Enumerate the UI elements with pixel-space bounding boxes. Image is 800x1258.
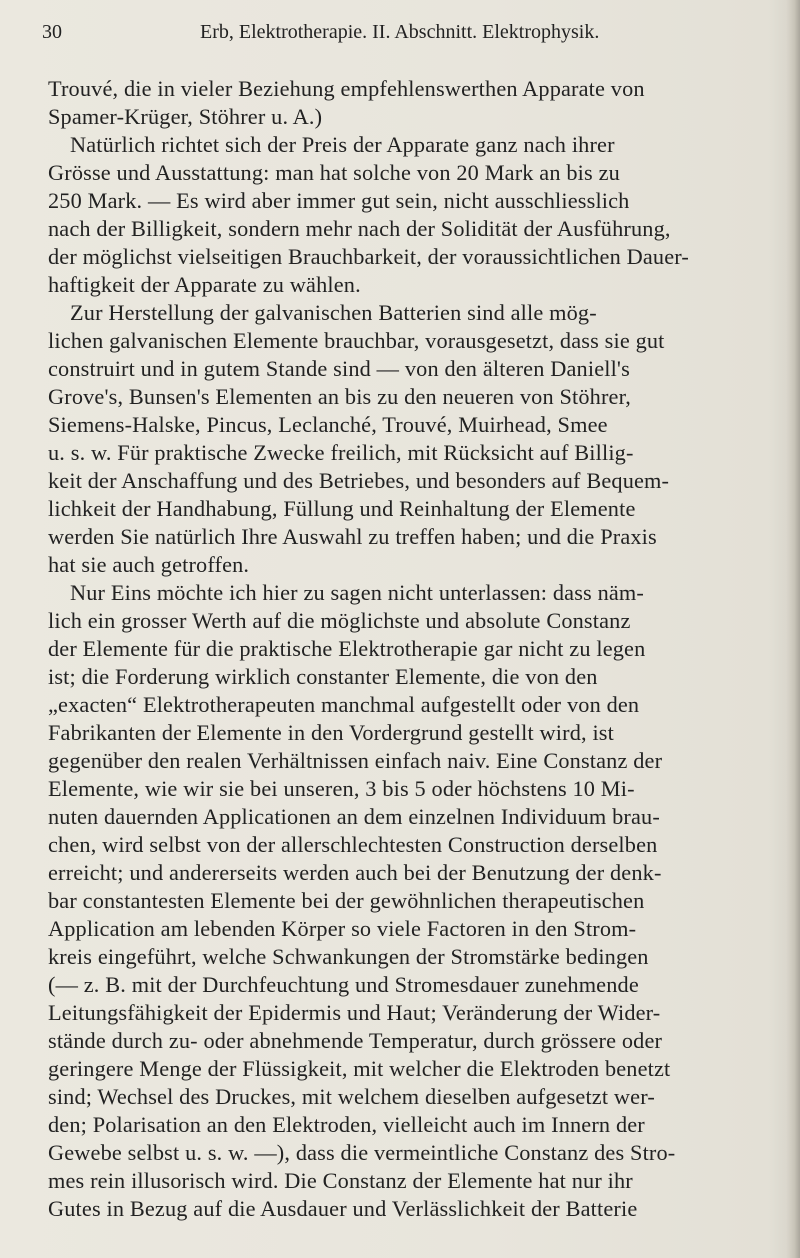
page-number: 30 (42, 21, 62, 43)
text-line: chen, wird selbst von der allerschlechtesten Construction derselben (48, 832, 658, 857)
text-line: Spamer-Krüger, Stöhrer u. A.) (48, 104, 323, 129)
text-line: werden Sie natürlich Ihre Auswahl zu treffen haben; und die Praxis (48, 524, 657, 549)
running-head (40, 16, 780, 48)
paragraph (48, 75, 772, 131)
text-line: Grösse und Ausstattung: man hat solche von 20 Mark an bis zu (48, 160, 620, 185)
text-line: geringere Menge der Flüssigkeit, mit welcher die Elektroden benetzt (48, 1056, 671, 1081)
text-line: 250 Mark. — Es wird aber immer gut sein, nicht ausschliesslich (48, 188, 630, 213)
text-line: lichen galvanischen Elemente brauchbar, vorausgesetzt, dass sie gut (48, 328, 665, 353)
page-edge-shadow (786, 0, 800, 1258)
paragraph (48, 131, 772, 299)
text-line: u. s. w. Für praktische Zwecke freilich, mit Rücksicht auf Billig- (48, 440, 634, 465)
text-line: lich ein grosser Werth auf die möglichste und absolute Constanz (48, 608, 631, 633)
text-line: mes rein illusorisch wird. Die Constanz der Elemente hat nur ihr (48, 1168, 633, 1193)
text-line: kreis eingeführt, welche Schwankungen der Stromstärke bedingen (48, 944, 649, 969)
text-line: haftigkeit der Apparate zu wählen. (48, 272, 361, 297)
text-line: (— z. B. mit der Durchfeuchtung und Stromesdauer zunehmende (48, 972, 639, 997)
text-line: Grove's, Bunsen's Elementen an bis zu den neueren von Stöhrer, (48, 384, 632, 409)
text-line: Zur Herstellung der galvanischen Batterien sind alle mög- (70, 300, 597, 325)
text-line: „exacten“ Elektrotherapeuten manchmal aufgestellt oder von den (48, 692, 640, 717)
text-line: Leitungsfähigkeit der Epidermis und Haut; Veränderung der Wider- (48, 1000, 661, 1025)
text-line: der möglichst vielseitigen Brauchbarkeit, der voraussichtlichen Dauer- (48, 244, 689, 269)
text-line: bar constantesten Elemente bei der gewöhnlichen therapeutischen (48, 888, 645, 913)
text-line: sind; Wechsel des Druckes, mit welchem dieselben aufgesetzt wer- (48, 1084, 655, 1109)
text-line: den; Polarisation an den Elektroden, vielleicht auch im Innern der (48, 1112, 645, 1137)
paragraph (48, 579, 772, 1223)
text-line: keit der Anschaffung und des Betriebes, und besonders auf Bequem- (48, 468, 670, 493)
paragraph (48, 299, 772, 579)
text-line: Siemens-Halske, Pincus, Leclanché, Trouvé, Muirhead, Smee (48, 412, 608, 437)
text-line: ist; die Forderung wirklich constanter Elemente, die von den (48, 664, 598, 689)
text-line: nach der Billigkeit, sondern mehr nach der Solidität der Ausführung, (48, 216, 671, 241)
text-line: lichkeit der Handhabung, Füllung und Reinhaltung der Elemente (48, 496, 636, 521)
text-line: hat sie auch getroffen. (48, 552, 250, 577)
text-line: der Elemente für die praktische Elektrotherapie gar nicht zu legen (48, 636, 646, 661)
text-line: erreicht; und andererseits werden auch bei der Benutzung der denk- (48, 860, 662, 885)
text-line: Application am lebenden Körper so viele Factoren in den Strom- (48, 916, 637, 941)
text-line: nuten dauernden Applicationen an dem einzelnen Individuum brau- (48, 804, 660, 829)
text-line: Gutes in Bezug auf die Ausdauer und Verlässlichkeit der Batterie (48, 1196, 638, 1221)
text-line: construirt und in gutem Stande sind — von den älteren Daniell's (48, 356, 630, 381)
text-line: Nur Eins möchte ich hier zu sagen nicht unterlassen: dass näm- (70, 580, 644, 605)
text-line: Natürlich richtet sich der Preis der Apparate ganz nach ihrer (70, 132, 615, 157)
body-text (48, 75, 772, 1223)
text-line: Fabrikanten der Elemente in den Vordergrund gestellt wird, ist (48, 720, 614, 745)
header-title: Erb, Elektrotherapie. II. Abschnitt. Elektrophysik. (200, 21, 600, 43)
text-line: stände durch zu- oder abnehmende Temperatur, durch grössere oder (48, 1028, 663, 1053)
text-line: gegenüber den realen Verhältnissen einfach naiv. Eine Constanz der (48, 748, 663, 773)
text-line: Trouvé, die in vieler Beziehung empfehlenswerthen Apparate von (48, 76, 645, 101)
text-line: Gewebe selbst u. s. w. —), dass die vermeintliche Constanz des Stro- (48, 1140, 676, 1165)
text-line: Elemente, wie wir sie bei unseren, 3 bis 5 oder höchstens 10 Mi- (48, 776, 635, 801)
